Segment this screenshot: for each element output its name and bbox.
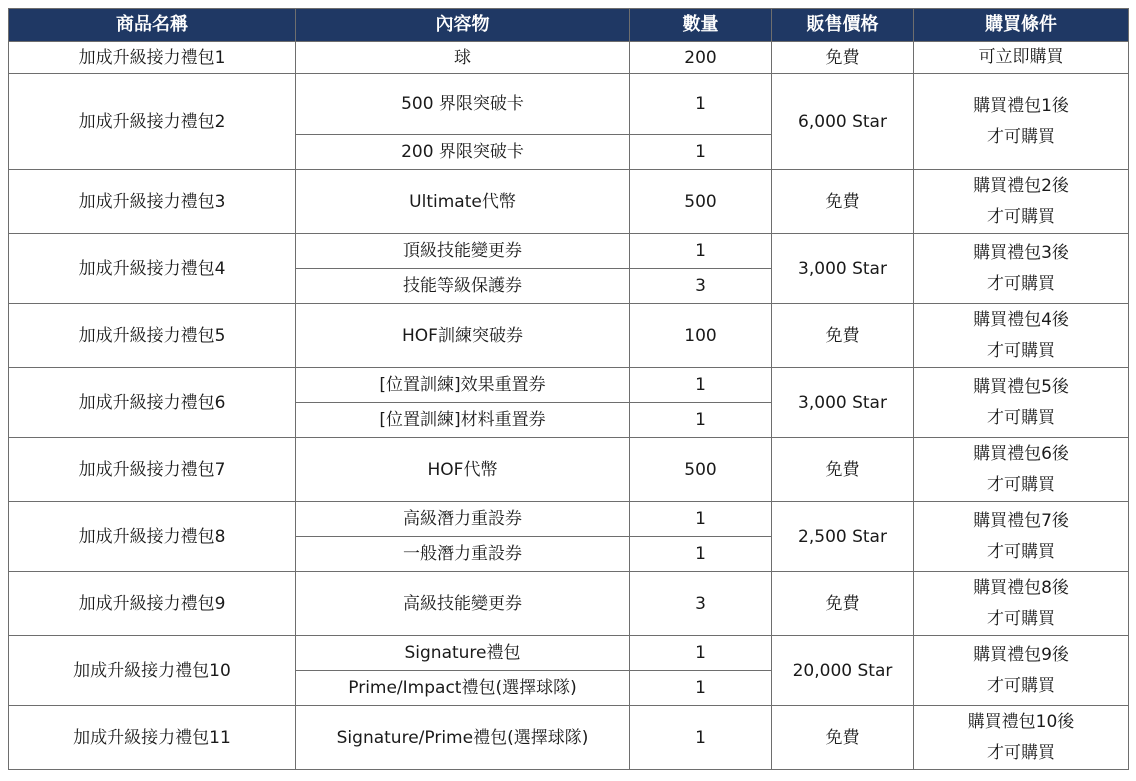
quantity-cell: 200 [630,42,772,74]
header-price: 販售價格 [772,9,914,42]
condition-line: 才可購買 [987,742,1055,763]
header-quantity: 數量 [630,9,772,42]
quantity-cell: 1 [630,671,772,706]
contents-cell: 一般潛力重設券 [296,537,630,572]
condition-line: 購買禮包2後 [973,175,1069,196]
product-name-cell: 加成升級接力禮包1 [9,42,296,74]
header-contents: 內容物 [296,9,630,42]
product-name-cell: 加成升級接力禮包8 [9,502,296,572]
condition-line: 購買禮包3後 [973,242,1069,263]
condition-cell [914,706,1129,770]
quantity-cell: 1 [630,706,772,770]
header-product-name: 商品名稱 [9,9,296,42]
condition-line: 購買禮包4後 [973,309,1069,330]
contents-cell: Prime/Impact禮包(選擇球隊) [296,671,630,706]
quantity-cell: 500 [630,170,772,234]
condition-line: 購買禮包6後 [973,443,1069,464]
condition-line: 購買禮包8後 [973,577,1069,598]
price-cell: 免費 [772,706,914,770]
table-row [9,572,1129,636]
price-cell: 2,500 Star [772,502,914,572]
price-cell: 3,000 Star [772,368,914,438]
condition-line: 才可購買 [987,407,1055,428]
product-name-cell: 加成升級接力禮包6 [9,368,296,438]
quantity-cell: 3 [630,572,772,636]
contents-cell: 球 [296,42,630,74]
condition-line: 才可購買 [987,273,1055,294]
contents-cell: 頂級技能變更券 [296,234,630,269]
price-cell: 3,000 Star [772,234,914,304]
table-body [9,42,1129,770]
condition-cell [914,234,1129,304]
table-row [9,438,1129,502]
condition-cell [914,636,1129,706]
product-name-cell: 加成升級接力禮包4 [9,234,296,304]
condition-line: 購買禮包1後 [973,95,1069,116]
table-row [9,304,1129,368]
quantity-cell: 500 [630,438,772,502]
table-row [9,636,1129,671]
quantity-cell: 1 [630,403,772,438]
quantity-cell: 1 [630,502,772,537]
quantity-cell: 1 [630,537,772,572]
quantity-cell: 1 [630,636,772,671]
condition-cell [914,502,1129,572]
contents-cell: [位置訓練]效果重置券 [296,368,630,403]
condition-line: 才可購買 [987,474,1055,495]
condition-cell [914,74,1129,170]
product-name-cell: 加成升級接力禮包5 [9,304,296,368]
table-row [9,234,1129,269]
table-row [9,170,1129,234]
contents-cell: 500 界限突破卡 [296,74,630,135]
price-cell: 免費 [772,438,914,502]
price-cell: 免費 [772,42,914,74]
condition-line: 才可購買 [987,675,1055,696]
contents-cell: Ultimate代幣 [296,170,630,234]
condition-line: 購買禮包9後 [973,644,1069,665]
table-row [9,74,1129,135]
condition-line: 可立即購買 [978,47,1064,67]
quantity-cell: 1 [630,74,772,135]
price-cell: 免費 [772,170,914,234]
header-row [9,9,1129,42]
table-row [9,368,1129,403]
quantity-cell: 100 [630,304,772,368]
package-table [8,8,1129,770]
price-cell: 免費 [772,304,914,368]
condition-cell [914,42,1129,74]
contents-cell: 200 界限突破卡 [296,135,630,170]
quantity-cell: 1 [630,135,772,170]
condition-line: 購買禮包10後 [967,711,1075,732]
contents-cell: Signature/Prime禮包(選擇球隊) [296,706,630,770]
condition-line: 才可購買 [987,541,1055,562]
contents-cell: 高級技能變更券 [296,572,630,636]
price-cell: 6,000 Star [772,74,914,170]
condition-cell [914,368,1129,438]
contents-cell: HOF訓練突破券 [296,304,630,368]
condition-line: 才可購買 [987,608,1055,629]
quantity-cell: 1 [630,234,772,269]
contents-cell: HOF代幣 [296,438,630,502]
product-name-cell: 加成升級接力禮包7 [9,438,296,502]
product-name-cell: 加成升級接力禮包3 [9,170,296,234]
table-row [9,502,1129,537]
table-row [9,706,1129,770]
condition-line: 才可購買 [987,126,1055,147]
quantity-cell: 1 [630,368,772,403]
price-cell: 免費 [772,572,914,636]
contents-cell: [位置訓練]材料重置券 [296,403,630,438]
condition-line: 才可購買 [987,340,1055,361]
quantity-cell: 3 [630,269,772,304]
header-condition: 購買條件 [914,9,1129,42]
condition-line: 購買禮包7後 [973,510,1069,531]
product-name-cell: 加成升級接力禮包9 [9,572,296,636]
product-name-cell: 加成升級接力禮包10 [9,636,296,706]
condition-cell [914,572,1129,636]
price-cell: 20,000 Star [772,636,914,706]
table-row [9,42,1129,74]
contents-cell: 高級潛力重設券 [296,502,630,537]
condition-line: 購買禮包5後 [973,376,1069,397]
condition-line: 才可購買 [987,206,1055,227]
condition-cell [914,438,1129,502]
product-name-cell: 加成升級接力禮包11 [9,706,296,770]
condition-cell [914,304,1129,368]
condition-cell [914,170,1129,234]
product-name-cell: 加成升級接力禮包2 [9,74,296,170]
contents-cell: 技能等級保護券 [296,269,630,304]
contents-cell: Signature禮包 [296,636,630,671]
